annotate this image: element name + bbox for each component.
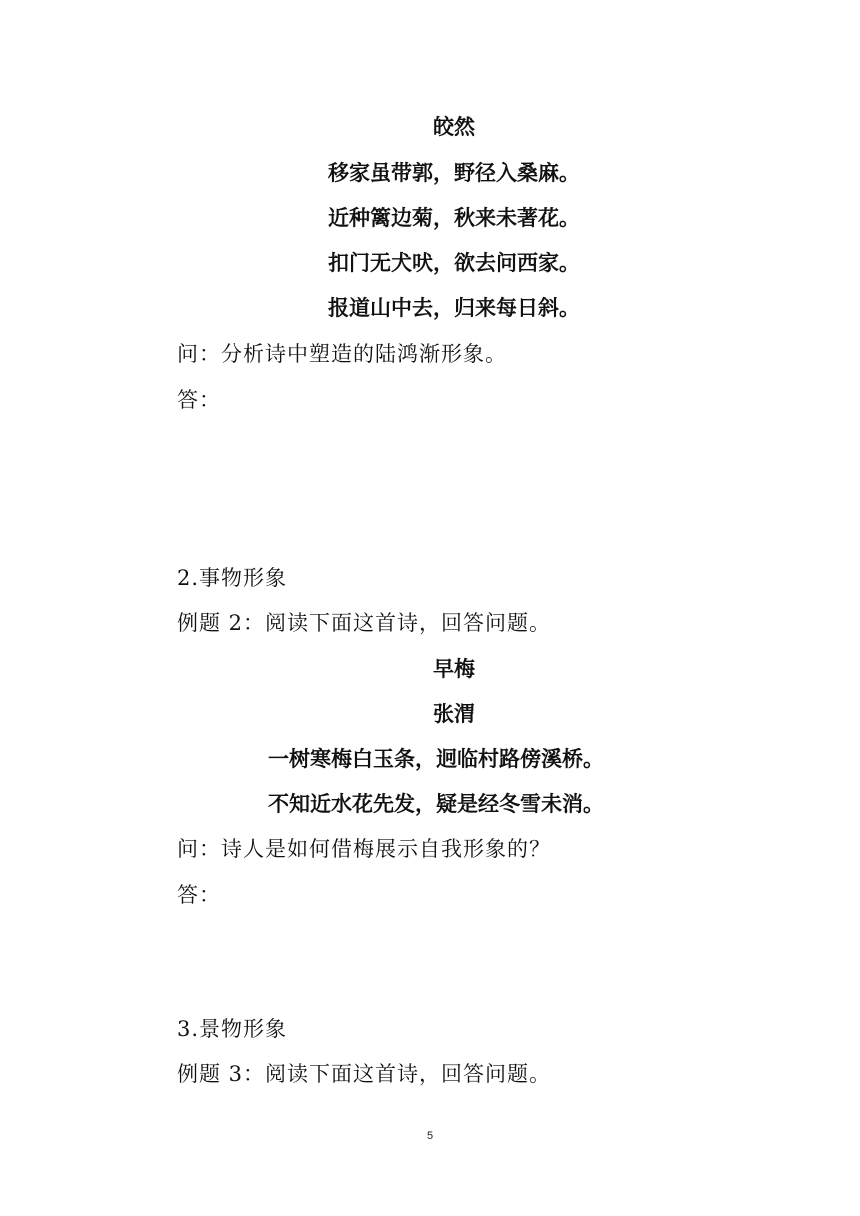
section-2-heading: 2.事物形象 [177, 566, 288, 590]
poem2-line-1: 一树寒梅白玉条，迥临村路傍溪桥。 [268, 747, 604, 771]
question-1: 问：分析诗中塑造的陆鸿渐形象。 [177, 342, 507, 366]
poem1-author: 皎然 [433, 115, 475, 139]
answer-label-1: 答： [177, 388, 221, 412]
page-number: 5 [426, 1130, 434, 1142]
poem2-line-2: 不知近水花先发，疑是经冬雪未消。 [268, 792, 604, 816]
question-2: 问：诗人是如何借梅展示自我形象的？ [177, 837, 551, 861]
poem2-title: 早梅 [433, 657, 475, 681]
poem2-author: 张渭 [433, 702, 475, 726]
poem1-line-3: 扣门无犬吠，欲去问西家。 [328, 251, 580, 275]
example-3-prompt: 例题 3：阅读下面这首诗，回答问题。 [177, 1062, 552, 1086]
answer-label-2: 答： [177, 883, 221, 907]
example-2-prompt: 例题 2：阅读下面这首诗，回答问题。 [177, 611, 552, 635]
section-3-heading: 3.景物形象 [177, 1017, 288, 1041]
poem1-line-1: 移家虽带郭，野径入桑麻。 [328, 161, 580, 185]
poem1-line-4: 报道山中去，归来每日斜。 [328, 296, 580, 320]
poem1-line-2: 近种篱边菊，秋来未著花。 [328, 206, 580, 230]
